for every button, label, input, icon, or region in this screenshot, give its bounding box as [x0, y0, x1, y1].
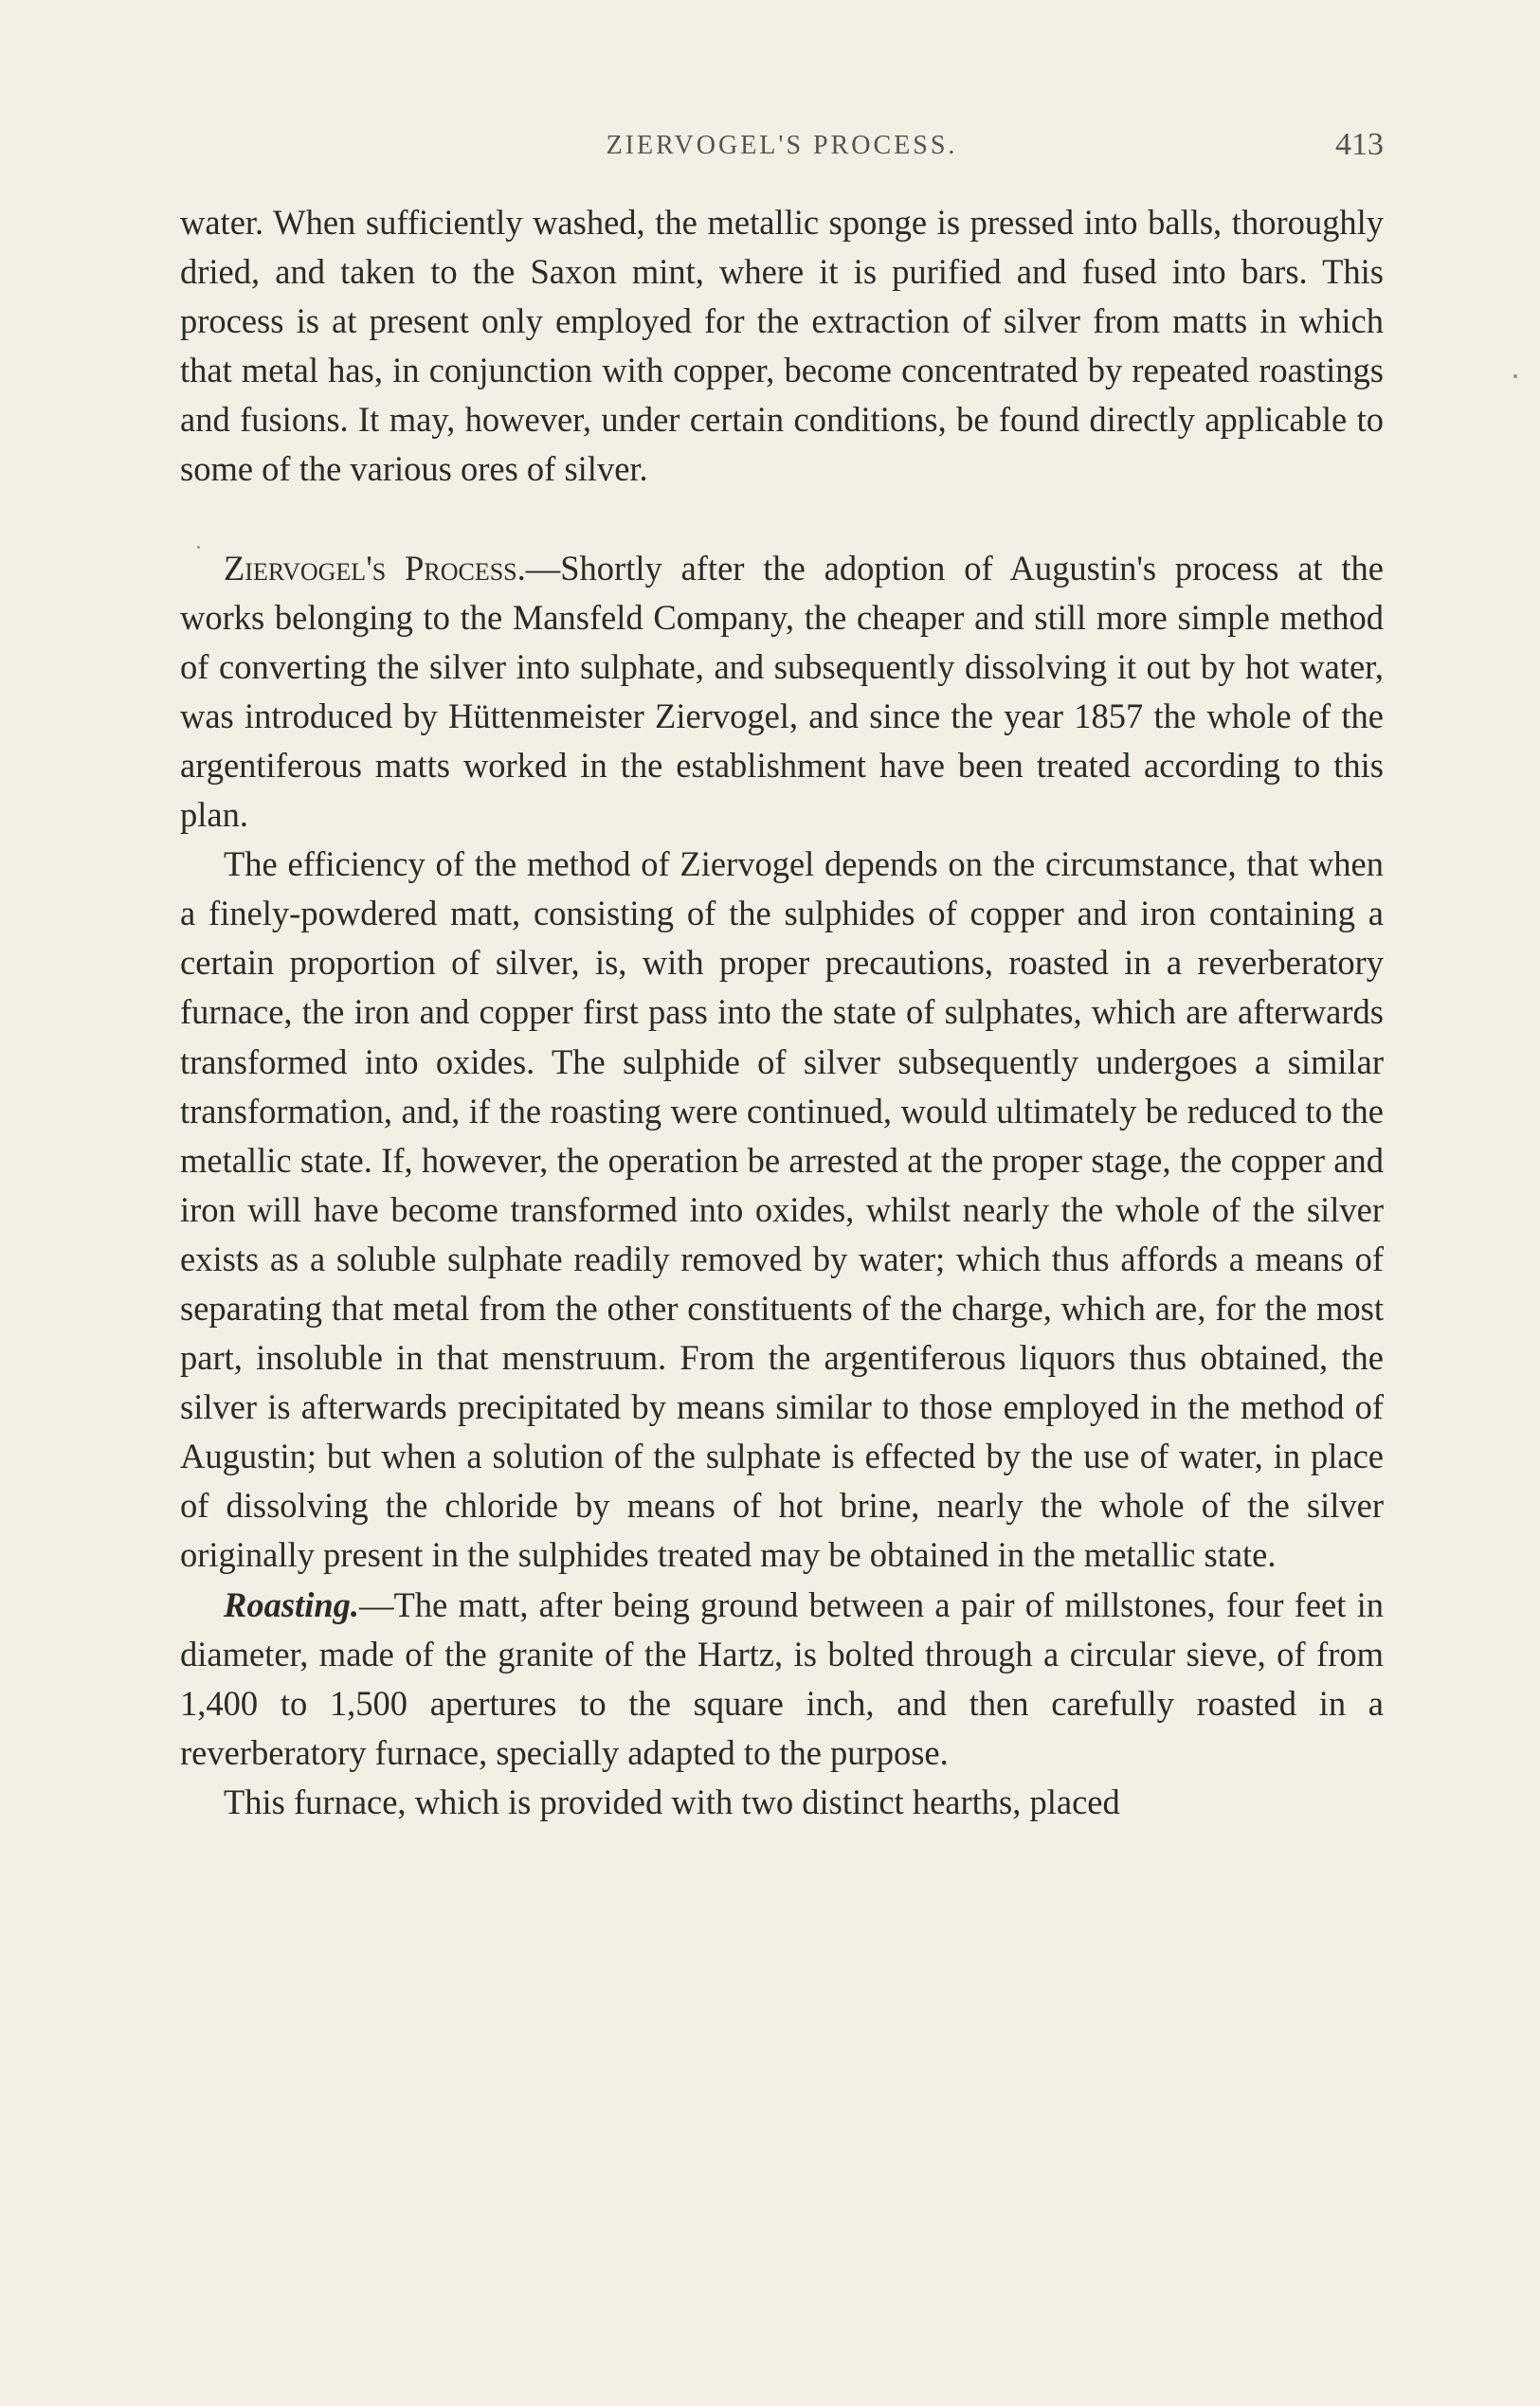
paper-speck [197, 546, 200, 549]
body-text [180, 198, 1384, 1827]
running-head [180, 121, 1384, 169]
paragraph-continuation: water. When sufficiently washed, the metallic sponge is pressed into balls, thoroughly dried, and taken to the Saxon mint, where it is purified and fused into bars. This process is at present only employed for the extraction of silver from matts in which that metal has, in conjunction with copper, become concentrated by repeated roastings and fusions. It may, however, under certain conditions, be found directly applicable to some of the various ores of silver. [180, 203, 1384, 489]
paper-speck [1513, 374, 1517, 378]
section-heading: Ziervogel's Process. [224, 548, 526, 588]
paragraph-roasting [180, 1581, 1384, 1778]
running-title: ZIERVOGEL'S PROCESS. [606, 131, 958, 160]
section-gap [180, 495, 1384, 544]
paragraph-efficiency: The efficiency of the method of Ziervogel depends on the circumstance, that when a finely-powdered matt, consisting of the sulphides of copper and iron containing a certain proportion of silver, is, with proper precautions, roasted in a reverberatory furnace, the iron and copper first pass into the state of sulphates, which are afterwards transformed into oxides. The sulphide of silver subsequently undergoes a similar transformation, and, if the roasting were continued, would ultimately be reduced to the metallic state. If, however, the operation be arrested at the proper stage, the copper and iron will have become transformed into oxides, whilst nearly the whole of the silver exists as a soluble sulphate readily removed by water; which thus affords a means of separating that metal from the other constituents of the charge, which are, for the most part, insoluble in that menstruum. From the argentiferous liquors thus obtained, the silver is afterwards precipitated by means similar to those employed in the method of Augustin; but when a solution of the sulphate is effected by the use of water, in place of dissolving the chloride by means of hot brine, nearly the whole of the silver originally present in the sulphides treated may be obtained in the metallic state. [180, 844, 1384, 1575]
page-number: 413 [1335, 127, 1384, 162]
runin-heading: Roasting. [224, 1584, 360, 1624]
paragraph-text: —Shortly after the adoption of Augustin's process at the works belonging to the Mansfeld Company, the cheaper and still more simple method of converting the silver into sulphate, and subsequently dissolving it out by hot water, was introduced by Hüttenmeister Ziervogel, and since the year 1857 the whole of the argentiferous matts worked in the establishment have been treated according to this plan. [180, 548, 1384, 835]
paragraph-text: —The matt, after being ground between a pair of millstones, four feet in diameter, made of the granite of the Hartz, is bolted through a circular sieve, of from 1,400 to 1,500 apertures to the square inch, and then carefully roasted in a reverberatory furnace, specially adapted to the purpose. [180, 1584, 1384, 1772]
paragraph-furnace: This furnace, which is provided with two distinct hearths, placed [224, 1782, 1120, 1821]
paragraph-ziervogel-intro [180, 544, 1384, 841]
